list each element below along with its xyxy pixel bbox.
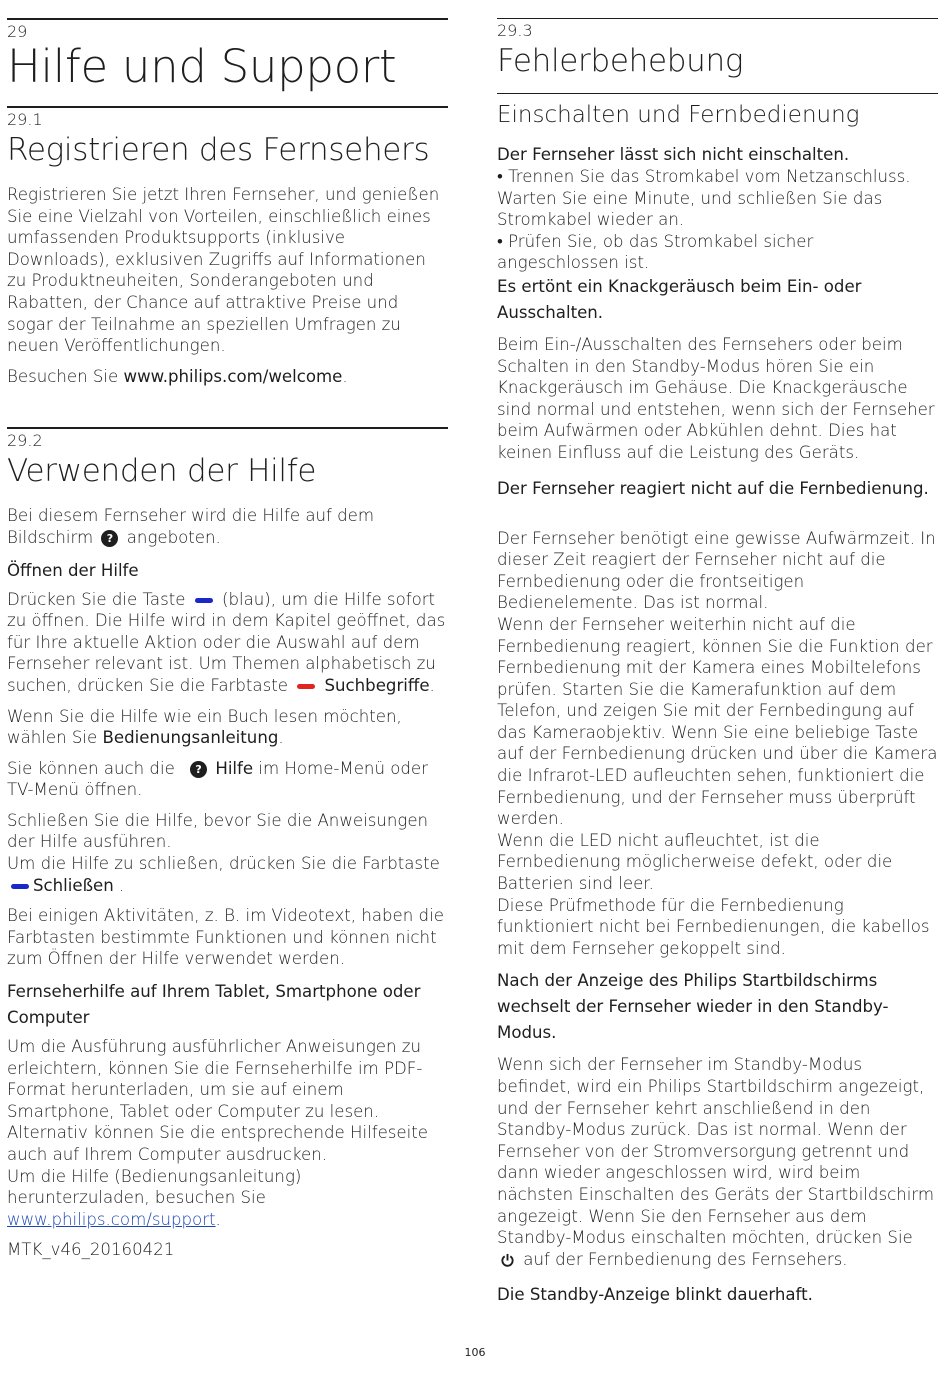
open-help-paragraph: Drücken Sie die Taste (blau), um die Hilfe sofort zu öffnen. Die Hilfe wird in dem Kapitel geöffnet, das für Ihre aktuelle Aktion oder die Auswahl auf dem Fernseher relevant ist. Um Themen alphabetisch zu suchen, drücken Sie die Farbtaste Suchbegriffe. — [7, 589, 446, 695]
help-intro-paragraph: Bei diesem Fernseher wird die Hilfe auf dem Bildschirm ? angeboten. — [7, 506, 375, 547]
answer-no-power-2: • Prüfen Sie, ob das Stromkabel sicher angeschlossen ist. — [497, 231, 814, 273]
tablet-help-paragraph-1: Um die Ausführung ausführlicher Anweisungen zu erleichtern, können Sie die Fernseherhilfe im PDF-Format herunterladen, um sie auf einem Smartphone, Tablet oder Computer zu lesen. Alternativ können Sie die entsprechende Hilfeseite auch auf Ihrem Computer ausdrucken. — [7, 1037, 428, 1164]
section-rule-29-3 — [497, 18, 938, 19]
answer-click-noise: Beim Ein-/Ausschalten des Fernsehers oder beim Schalten in den Standby-Modus hören Sie ein Knackgeräusch im Gehäuse. Die Knackgeräusche sind normal und entstehen, wenn sich der Fernseher beim Aufwärmen oder Abkühlen dehnt. Dies hat keinen Einfluss auf die Leistung des Geräts. — [497, 334, 935, 462]
question-circle-icon: ? — [101, 530, 118, 547]
book-paragraph: Wenn Sie die Hilfe wie ein Buch lesen möchten, wählen Sie Bedienungsanleitung. — [7, 706, 402, 748]
support-link[interactable]: www.philips.com/support — [7, 1209, 216, 1229]
section-title-29-3: Fehlerbehebung — [497, 43, 744, 79]
question-click-noise: Es ertönt ein Knackgeräusch beim Ein- oder Ausschalten. — [497, 276, 862, 322]
section-number-29-2: 29.2 — [7, 431, 43, 451]
left-column — [7, 0, 448, 1261]
blue-key-icon — [11, 884, 29, 889]
chapter-number: 29 — [7, 22, 28, 41]
close-help-paragraph-2: Um die Hilfe zu schließen, drücken Sie die Farbtaste Schließen . — [7, 854, 440, 895]
section-number-29-3: 29.3 — [497, 21, 533, 40]
blue-key-icon — [195, 598, 213, 603]
home-menu-paragraph: Sie können auch die ? Hilfe im Home-Menü oder TV-Menü öffnen. — [7, 758, 428, 800]
question-remote: Der Fernseher reagiert nicht auf die Fernbedienung. — [497, 478, 929, 498]
right-column — [497, 0, 938, 1308]
answer-remote-3: Wenn die LED nicht aufleuchtet, ist die Fernbedienung möglicherweise defekt, oder die Batterien sind leer. — [497, 830, 893, 894]
section-rule-29-2 — [7, 427, 448, 429]
power-icon — [500, 1253, 515, 1268]
page-number: 106 — [464, 1346, 486, 1359]
answer-remote-1: Der Fernseher benötigt eine gewisse Aufwärmzeit. In dieser Zeit reagiert der Fernseher nicht auf die Fernbedienung oder die frontseitigen Bedienelemente. Das ist normal. — [497, 528, 936, 613]
visit-paragraph: Besuchen Sie www.philips.com/welcome. — [7, 366, 348, 386]
question-circle-icon: ? — [190, 761, 207, 778]
tablet-help-heading: Fernseherhilfe auf Ihrem Tablet, Smartphone oder Computer — [7, 982, 421, 1028]
welcome-url[interactable]: www.philips.com/welcome — [123, 366, 343, 386]
red-key-icon — [297, 684, 315, 689]
version-string: MTK_v46_20160421 — [7, 1240, 175, 1260]
section-title-29-2: Verwenden der Hilfe — [7, 453, 317, 490]
question-standby-return: Nach der Anzeige des Philips Startbildschirms wechselt der Fernseher wieder in den Standby-Modus. — [497, 971, 889, 1043]
subsection-title: Einschalten und Fernbedienung — [497, 102, 860, 128]
answer-no-power-1: • Trennen Sie das Stromkabel vom Netzanschluss. Warten Sie eine Minute, und schließen Sie das Stromkabel wieder an. — [497, 167, 911, 230]
subsection-rule — [497, 93, 938, 94]
answer-standby-return: Wenn sich der Fernseher im Standby-Modus befindet, wird ein Philips Startbildschirm angezeigt, und der Fernseher kehrt anschließend in den Standby-Modus zurück. Das ist normal. Wenn der Fernseher von der Stromversorgung getrennt und dann wieder angeschlossen wird, wird beim nächsten Einschalten des Geräts der Startbildschirm angezeigt. Wenn Sie den Fernseher aus dem Standby-Modus einschalten möchten, drücken Sie auf der Fernbedienung des Fernsehers. — [497, 1055, 935, 1269]
question-no-power: Der Fernseher lässt sich nicht einschalten. — [497, 145, 850, 164]
activities-paragraph: Bei einigen Aktivitäten, z. B. im Videotext, haben die Farbtasten bestimmte Funktionen und können nicht zum Öffnen der Hilfe verwendet werden. — [7, 906, 444, 969]
answer-remote-4: Diese Prüfmethode für die Fernbedienung funktioniert nicht bei Fernbedienungen, die kabellos mit dem Fernseher gekoppelt sind. — [497, 895, 930, 958]
section-rule-29-1 — [7, 106, 448, 108]
question-standby-blink: Die Standby-Anzeige blinkt dauerhaft. — [497, 1285, 813, 1305]
register-paragraph: Registrieren Sie jetzt Ihren Fernseher, und genießen Sie eine Vielzahl von Vorteilen, einschließlich eines umfassenden Produktsupports (inklusive Downloads), exklusiven Zugriffs auf Informationen zu Produktneuheiten, Sonderangeboten und Rabatten, der Chance auf attraktive Preise und sogar der Teilnahme an speziellen Umfragen zu neuen Veröffentlichungen. — [7, 185, 440, 356]
answer-remote-2: Wenn der Fernseher weiterhin nicht auf die Fernbedienung reagiert, können Sie die Funktion der Fernbedienung mit der Kamera eines Mobiltelefons prüfen. Starten Sie die Kamerafunktion auf dem Telefon, und zeigen Sie mit der Fernbedingung auf das Kameraobjektiv. Wenn Sie eine beliebige Taste auf der Fernbedienung drücken und über die Kamera die Infrarot-LED aufleuchten sehen, funktioniert die Fernbedienung, und der Fernseher muss überprüft werden. — [497, 614, 938, 829]
chapter-title: Hilfe und Support — [7, 40, 397, 93]
open-help-heading: Öffnen der Hilfe — [7, 560, 139, 580]
tablet-help-paragraph-2: Um die Hilfe (Bedienungsanleitung) herunterzuladen, besuchen Sie www.philips.com/support. — [7, 1166, 302, 1229]
section-title-29-1: Registrieren des Fernsehers — [7, 132, 430, 168]
chapter-rule — [7, 18, 448, 20]
section-number-29-1: 29.1 — [7, 110, 43, 129]
close-help-paragraph-1: Schließen Sie die Hilfe, bevor Sie die Anweisungen der Hilfe ausführen. — [7, 810, 429, 852]
